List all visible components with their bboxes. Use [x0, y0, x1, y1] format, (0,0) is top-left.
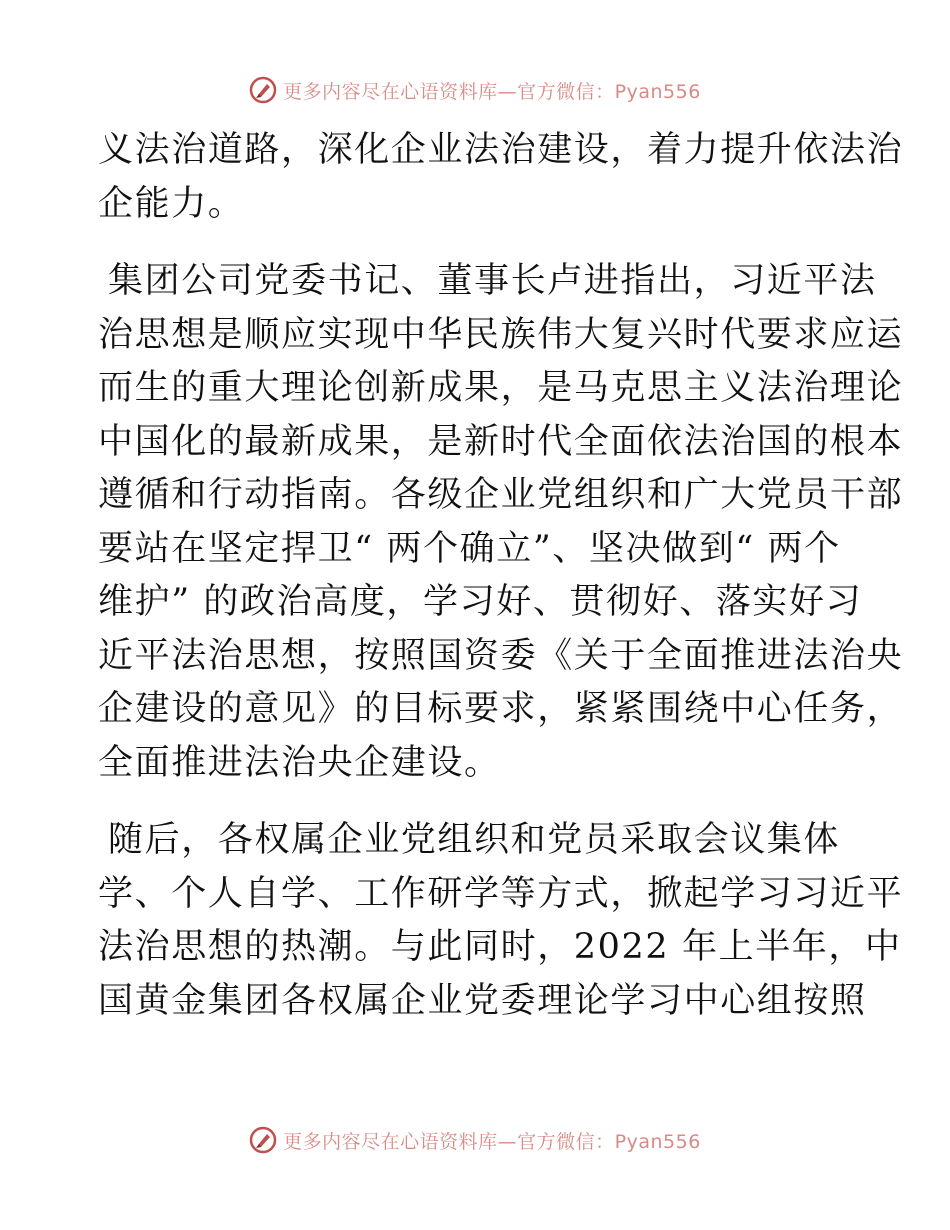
text-line: 全面推进法治央企建设。: [98, 742, 501, 783]
text-line: 企能力。: [98, 183, 245, 224]
text-line: 维护” 的政治高度，学习好、贯彻好、落实好习: [98, 582, 863, 622]
text-line: 而生的重大理论创新成果，是马克思主义法治理论: [98, 368, 904, 408]
text-line: 遵循和行动指南。各级企业党组织和广大党员干部: [98, 475, 904, 515]
text-line: 中国化的最新成果，是新时代全面依法治国的根本: [98, 421, 904, 462]
text-line: 国黄金集团各权属企业党委理论学习中心组按照: [98, 980, 867, 1021]
text-line: 学、个人自学、工作研学等方式，掀起学习习近平: [98, 873, 904, 914]
pen-nib-logo-icon: [249, 1126, 277, 1154]
text-line: 治思想是顺应实现中华民族伟大复兴时代要求应运: [98, 314, 904, 355]
paragraph: [98, 255, 904, 790]
text-line: 法治思想的热潮。与此同时，2022 年上半年，中: [98, 927, 902, 967]
text-line: 随后，各权属企业党组织和党员采取会议集体: [108, 820, 841, 860]
watermark-text: 更多内容尽在心语资料库—官方微信：Pyan556: [283, 1130, 701, 1153]
watermark-text: 更多内容尽在心语资料库—官方微信：Pyan556: [283, 80, 701, 103]
paragraph: [98, 814, 904, 1028]
header-watermark: [0, 72, 950, 108]
text-line: 企建设的意见》的目标要求，紧紧围绕中心任务，: [98, 689, 904, 729]
text-line: 近平法治思想，按照国资委《关于全面推进法治央: [98, 635, 904, 676]
pen-nib-logo-icon: [249, 76, 277, 104]
footer-watermark: [0, 1122, 950, 1158]
text-line: 义法治道路，深化企业法治建设，着力提升依法治: [98, 130, 904, 170]
text-line: 要站在坚定捍卫“ 两个确立”、坚决做到“ 两个: [98, 528, 841, 569]
text-line: 集团公司党委书记、董事长卢进指出，习近平法: [108, 261, 877, 301]
document-body: [98, 124, 904, 1028]
paragraph: [98, 124, 904, 231]
